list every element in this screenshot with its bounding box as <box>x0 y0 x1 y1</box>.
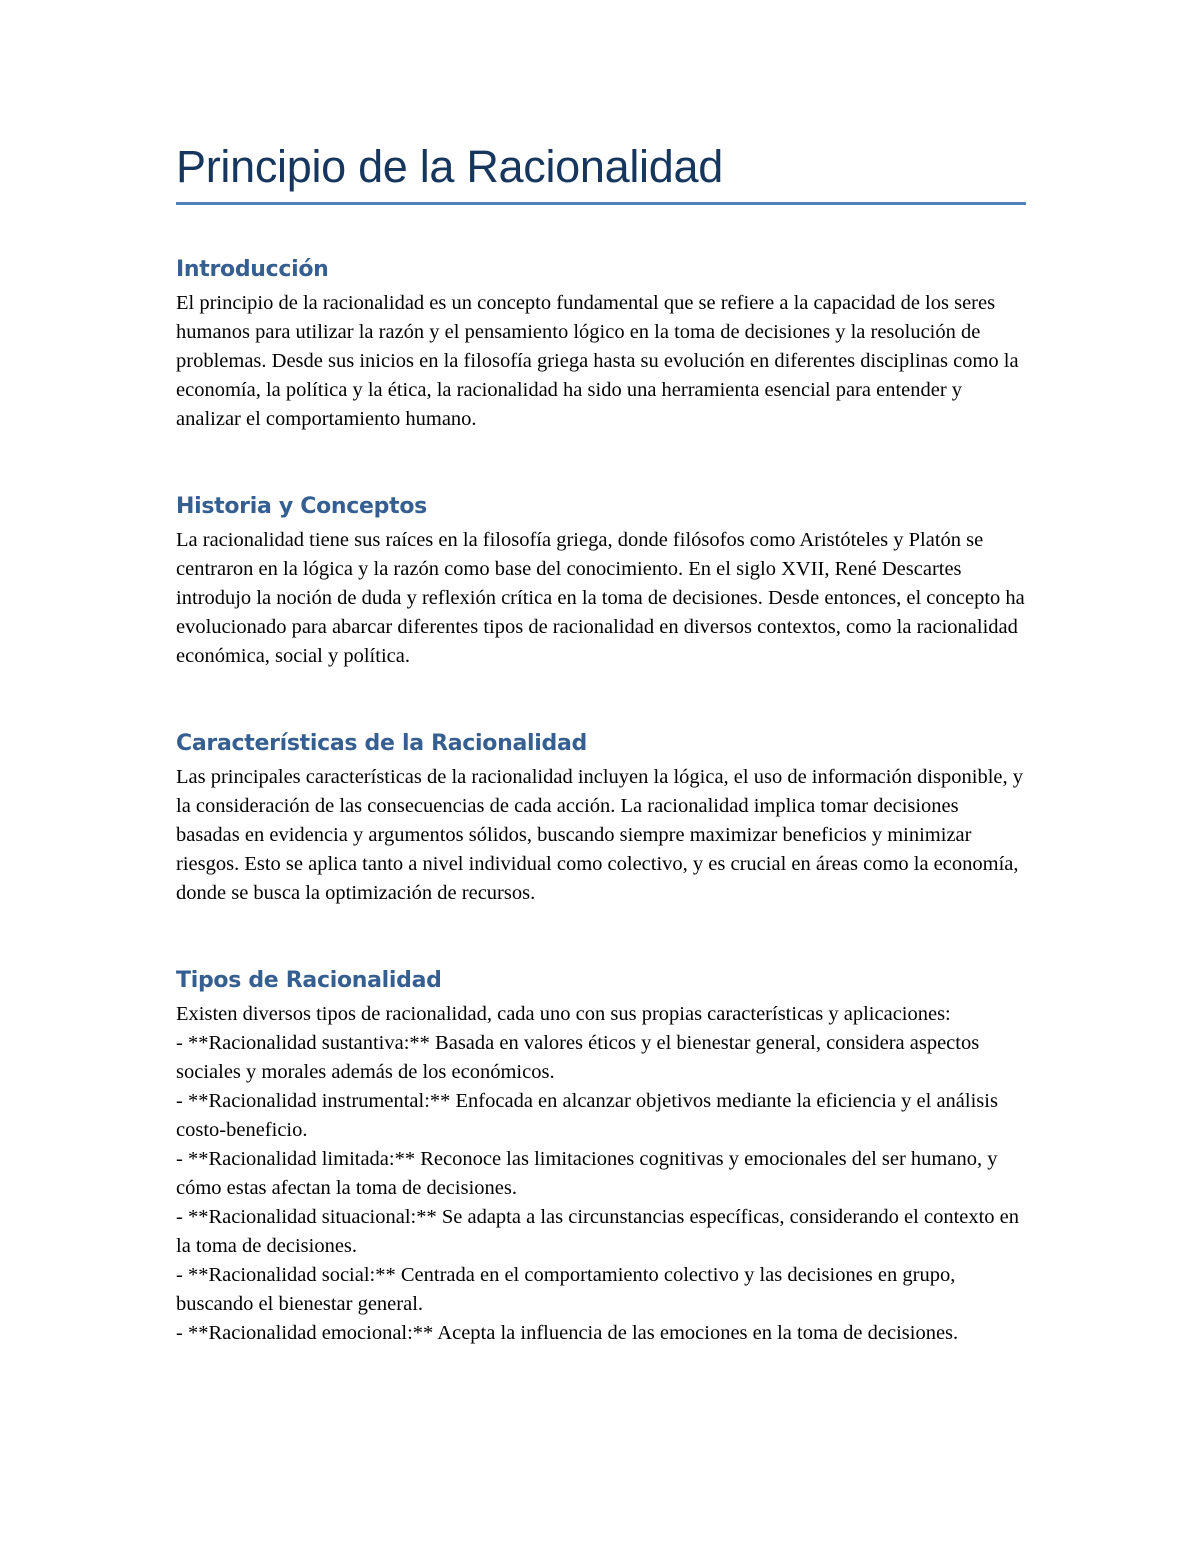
section-body-introduccion <box>176 289 1026 434</box>
section-tipos <box>176 966 1026 1348</box>
section-introduccion <box>176 255 1026 434</box>
section-body-historia <box>176 526 1026 671</box>
paragraph-caracteristicas: Las principales características de la racionalidad incluyen la lógica, el uso de información disponible, y la consideración de las consecuencias de cada acción. La racionalidad implica tomar decisiones basadas en evidencia y argumentos sólidos, buscando siempre maximizar beneficios y minimizar riesgos. Esto se aplica tanto a nivel individual como colectivo, y es crucial en áreas como la economía, donde se busca la optimización de recursos. <box>176 766 1024 904</box>
section-heading-introduccion: Introducción <box>176 257 329 282</box>
section-heading-historia: Historia y Conceptos <box>176 494 427 519</box>
section-caracteristicas <box>176 729 1026 908</box>
section-body-caracteristicas <box>176 763 1026 908</box>
list-item: - **Racionalidad limitada:** Reconoce las limitaciones cognitivas y emocionales del ser humano, y cómo estas afectan la toma de decisiones. <box>176 1148 998 1199</box>
section-heading-tipos: Tipos de Racionalidad <box>176 968 442 993</box>
section-heading-caracteristicas: Características de la Racionalidad <box>176 731 587 756</box>
section-historia <box>176 492 1026 671</box>
list-item: - **Racionalidad instrumental:** Enfocada en alcanzar objetivos mediante la eficiencia y el análisis costo-beneficio. <box>176 1090 998 1141</box>
document-page <box>176 140 1026 1348</box>
paragraph-introduccion: El principio de la racionalidad es un concepto fundamental que se refiere a la capacidad de los seres humanos para utilizar la razón y el pensamiento lógico en la toma de decisiones y la resolución de problemas. Desde sus inicios en la filosofía griega hasta su evolución en diferentes disciplinas como la economía, la política y la ética, la racionalidad ha sido una herramienta esencial para entender y analizar el comportamiento humano. <box>176 292 1019 430</box>
list-item: - **Racionalidad emocional:** Acepta la influencia de las emociones en la toma de decisiones. <box>176 1322 959 1344</box>
list-item: - **Racionalidad situacional:** Se adapta a las circunstancias específicas, considerando el contexto en la toma de decisiones. <box>176 1206 1020 1257</box>
section-body-tipos <box>176 1000 1026 1348</box>
paragraph-historia: La racionalidad tiene sus raíces en la filosofía griega, donde filósofos como Aristóteles y Platón se centraron en la lógica y la razón como base del conocimiento. En el siglo XVII, René Descartes introdujo la noción de duda y reflexión crítica en la toma de decisiones. Desde entonces, el concepto ha evolucionado para abarcar diferentes tipos de racionalidad en diversos contextos, como la racionalidad económica, social y política. <box>176 529 1025 667</box>
document-title: Principio de la Racionalidad <box>176 140 1026 205</box>
list-item: - **Racionalidad sustantiva:** Basada en valores éticos y el bienestar general, considera aspectos sociales y morales además de los económicos. <box>176 1032 980 1083</box>
list-item: - **Racionalidad social:** Centrada en el comportamiento colectivo y las decisiones en grupo, buscando el bienestar general. <box>176 1264 956 1315</box>
paragraph-tipos-intro: Existen diversos tipos de racionalidad, cada uno con sus propias características y aplicaciones: <box>176 1003 951 1025</box>
